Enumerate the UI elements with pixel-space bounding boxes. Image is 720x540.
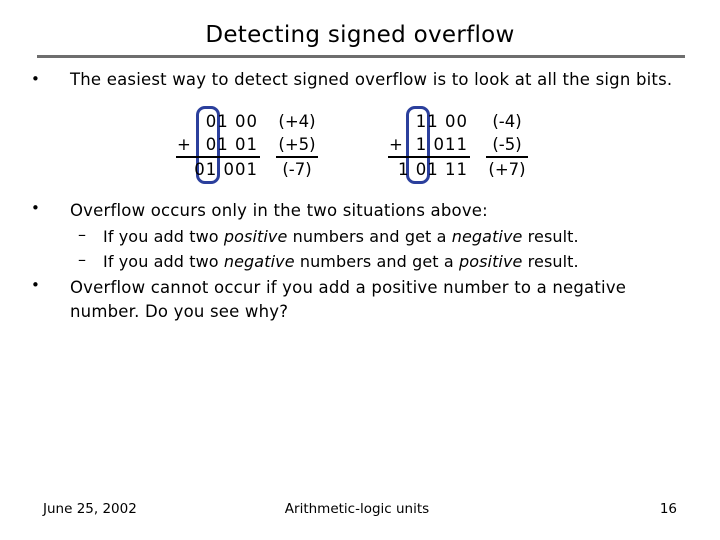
example-2-dec-2: (-5) xyxy=(492,135,522,154)
bullet-dot: • xyxy=(31,70,40,88)
sub-bullet-2-pre: If you add two xyxy=(103,252,224,271)
example-1-dec-1: (+4) xyxy=(278,112,316,131)
bullet-dot: • xyxy=(31,199,40,217)
sum-line xyxy=(388,156,470,158)
sub-bullet-1-pre: If you add two xyxy=(103,227,224,246)
example-1-operand-1: 01 00 xyxy=(205,112,258,131)
example-2-result: 1 01 11 xyxy=(398,160,468,179)
example-2-dec-result: (+7) xyxy=(488,160,526,179)
sub-bullet-1-em1: positive xyxy=(223,227,288,246)
bullet-3-line-2: number. Do you see why? xyxy=(70,302,289,321)
sub-bullet-dash: – xyxy=(78,250,86,269)
footer-title: Arithmetic-logic units xyxy=(284,501,430,517)
bullet-3-line-1: Overflow cannot occur if you add a positive number to a negative xyxy=(70,278,627,297)
bullet-2-text: Overflow occurs only in the two situations above: xyxy=(70,201,488,220)
sub-bullet-1-mid: numbers and get a xyxy=(287,227,452,246)
example-2-operand-1: 11 00 xyxy=(415,112,468,131)
sum-line xyxy=(176,156,260,158)
slide-title: Detecting signed overflow xyxy=(205,22,515,48)
bullet-1-text: The easiest way to detect signed overflow is to look at all the sign bits. xyxy=(70,70,673,89)
plus-sign: + xyxy=(389,135,404,154)
footer-date: June 25, 2002 xyxy=(43,501,137,517)
page-number: 16 xyxy=(659,501,677,517)
sub-bullet-2-mid: numbers and get a xyxy=(294,252,459,271)
sum-line xyxy=(276,156,318,158)
example-1-operand-2: 01 01 xyxy=(205,135,258,154)
sub-bullet-1-post: result. xyxy=(522,227,579,246)
sub-bullet-1 xyxy=(103,227,579,246)
example-1-dec-result: (-7) xyxy=(282,160,312,179)
sub-bullet-1-em2: negative xyxy=(451,227,523,246)
example-1-dec-2: (+5) xyxy=(278,135,316,154)
example-1-result: 01 001 xyxy=(194,160,258,179)
sub-bullet-dash: – xyxy=(78,225,86,244)
sub-bullet-2-em2: positive xyxy=(458,252,523,271)
bullet-dot: • xyxy=(31,276,40,294)
sub-bullet-2-post: result. xyxy=(522,252,579,271)
sub-bullet-2 xyxy=(103,252,579,271)
sum-line xyxy=(486,156,528,158)
sub-bullet-2-em1: negative xyxy=(223,252,295,271)
title-rule xyxy=(37,55,685,58)
example-2-operand-2: 1 011 xyxy=(415,135,468,154)
example-2-dec-1: (-4) xyxy=(492,112,522,131)
plus-sign: + xyxy=(177,135,192,154)
